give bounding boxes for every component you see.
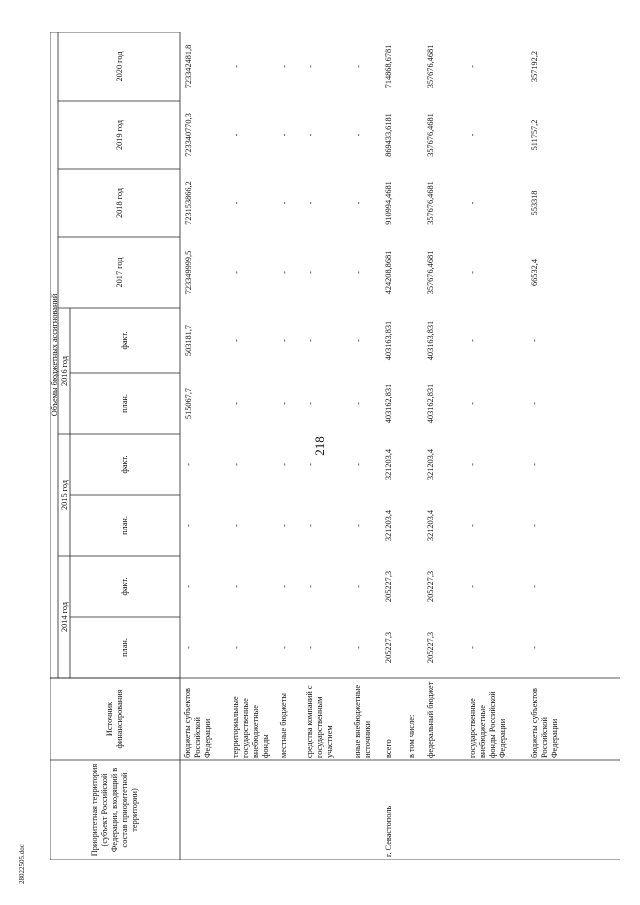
cell-value: 357676,4681	[426, 181, 435, 225]
territory-sevastopol: г. Севастополь	[384, 805, 393, 857]
cell-value: -	[530, 585, 539, 588]
row-source: средства компаний с государственным участием	[305, 685, 334, 758]
header-territory: Приоритетная территория (субъект Российской Федерации, входящий в состав приоритетной территории)	[90, 763, 139, 857]
cell-value: 321203,4	[426, 509, 435, 542]
cell-value: -	[468, 402, 477, 405]
cell-value: -	[354, 271, 363, 274]
header-2020: 2020 год	[114, 51, 124, 82]
cell-value: 403162,831	[384, 383, 393, 424]
header-2014-fact: факт.	[120, 577, 129, 596]
cell-value: 515067,7	[184, 387, 193, 420]
cell-value: -	[468, 271, 477, 274]
cell-value: 357676,4681	[426, 250, 435, 295]
header-2015: 2015 год	[59, 480, 69, 510]
cell-value: -	[306, 339, 315, 342]
page-number: 218	[312, 436, 327, 456]
cell-value: -	[468, 201, 477, 205]
cell-value: -	[306, 585, 315, 588]
cell-value: 723340770,3	[184, 113, 193, 157]
row-source: территориальные государственные внебюджетные фонды	[231, 696, 270, 758]
header-2017: 2017 год	[114, 257, 124, 288]
cell-value: -	[232, 646, 241, 649]
header-2018: 2018 год	[114, 188, 124, 218]
cell-value: -	[280, 524, 289, 527]
cell-value: -	[280, 201, 289, 205]
cell-value: 205227,3	[426, 570, 435, 603]
cell-value: -	[354, 133, 363, 137]
cell-value: -	[232, 339, 241, 342]
cell-value: -	[530, 402, 539, 405]
cell-value: -	[232, 201, 241, 205]
cell-value: -	[306, 271, 315, 274]
cell-value: -	[530, 339, 539, 342]
row-source: иные внебюджетные источники	[353, 684, 372, 758]
cell-value: -	[468, 65, 477, 68]
cell-value: 321203,4	[426, 448, 435, 481]
cell-value: -	[306, 201, 315, 205]
row-source: в том числе:	[407, 714, 416, 758]
cell-value: 403163,831	[426, 320, 435, 361]
cell-value: -	[354, 402, 363, 405]
cell-value: -	[232, 524, 241, 527]
cell-value: -	[306, 65, 315, 68]
cell-value: 321203,4	[384, 448, 393, 481]
header-2014-plan: план.	[120, 638, 129, 657]
cell-value: -	[468, 463, 477, 466]
cell-value: 910994,4681	[384, 181, 393, 225]
cell-value: -	[232, 402, 241, 405]
cell-value: -	[232, 585, 241, 588]
cell-value: -	[530, 646, 539, 649]
cell-value: -	[354, 524, 363, 527]
cell-value: -	[306, 646, 315, 649]
cell-value: 403162,831	[426, 383, 435, 424]
cell-value: 424208,8681	[384, 250, 393, 295]
cell-value: -	[354, 65, 363, 68]
cell-value: -	[306, 524, 315, 527]
header-2015-fact: факт.	[120, 455, 129, 474]
cell-value: -	[280, 339, 289, 342]
cell-value: -	[306, 402, 315, 405]
cell-value: -	[468, 339, 477, 342]
cell-value: -	[530, 524, 539, 527]
cell-value: -	[232, 271, 241, 274]
cell-value: 205227,3	[426, 631, 435, 664]
cell-value: 321203,4	[384, 509, 393, 542]
header-source: Источник финансирования	[105, 689, 124, 749]
cell-value: -	[468, 524, 477, 527]
cell-value: -	[354, 201, 363, 205]
header-2019: 2019 год	[114, 120, 124, 150]
header-2014: 2014 год	[59, 602, 69, 632]
cell-value: -	[184, 524, 193, 527]
cell-value: -	[280, 133, 289, 137]
cell-value: 503181,7	[184, 324, 193, 357]
cell-value: 357676,4681	[426, 113, 435, 157]
cell-value: -	[232, 133, 241, 137]
cell-value: -	[468, 133, 477, 137]
cell-value: 714868,6781	[384, 44, 393, 89]
cell-value: -	[232, 463, 241, 466]
cell-value: -	[530, 463, 539, 466]
row-source: бюджеты субъектов Российской Федерации	[183, 688, 212, 758]
row-source: государственные внебюджетные фонды Российской Федерации	[468, 691, 507, 758]
header-2016: 2016 год	[59, 356, 69, 386]
header-2016-fact: факт.	[120, 331, 129, 350]
cell-value: -	[354, 339, 363, 342]
row-source: бюджеты субъектов Российской Федерации	[530, 688, 559, 758]
cell-value: -	[280, 463, 289, 466]
cell-value: -	[280, 646, 289, 649]
cell-value: -	[354, 463, 363, 466]
cell-value: 869433,6181	[384, 113, 393, 157]
cell-value: -	[232, 65, 241, 68]
budget-table	[50, 32, 620, 860]
cell-value: -	[306, 463, 315, 466]
row-source: местные бюджеты	[279, 693, 288, 758]
cell-value: 723349999,5	[184, 250, 193, 295]
cell-value: 553318	[530, 190, 539, 216]
cell-value: -	[354, 646, 363, 649]
cell-value: -	[280, 402, 289, 405]
cell-value: 723153866,2	[184, 181, 193, 225]
cell-value: 723342481,8	[184, 44, 193, 89]
cell-value: 205227,3	[384, 631, 393, 664]
header-2016-plan: план.	[120, 394, 129, 413]
cell-value: -	[184, 463, 193, 466]
cell-value: 511757,2	[530, 119, 539, 151]
cell-value: -	[280, 271, 289, 274]
cell-value: -	[280, 585, 289, 588]
header-volumes: Объемы бюджетных ассигнований	[50, 293, 59, 417]
cell-value: 66532,4	[530, 259, 539, 286]
cell-value: -	[184, 646, 193, 649]
header-2015-plan: план.	[120, 516, 129, 535]
document-id: 28022505.doc	[18, 844, 26, 884]
cell-value: -	[468, 585, 477, 588]
cell-value: -	[280, 65, 289, 68]
cell-value: 205227,3	[384, 570, 393, 603]
cell-value: -	[306, 133, 315, 137]
cell-value: 357676,4681	[426, 44, 435, 89]
cell-value: -	[468, 646, 477, 649]
cell-value: 403163,831	[384, 320, 393, 361]
cell-value: 357192,2	[530, 50, 539, 83]
row-source: федеральный бюджет	[426, 681, 435, 758]
row-source: всего	[384, 739, 393, 758]
cell-value: -	[354, 585, 363, 588]
cell-value: -	[184, 585, 193, 588]
